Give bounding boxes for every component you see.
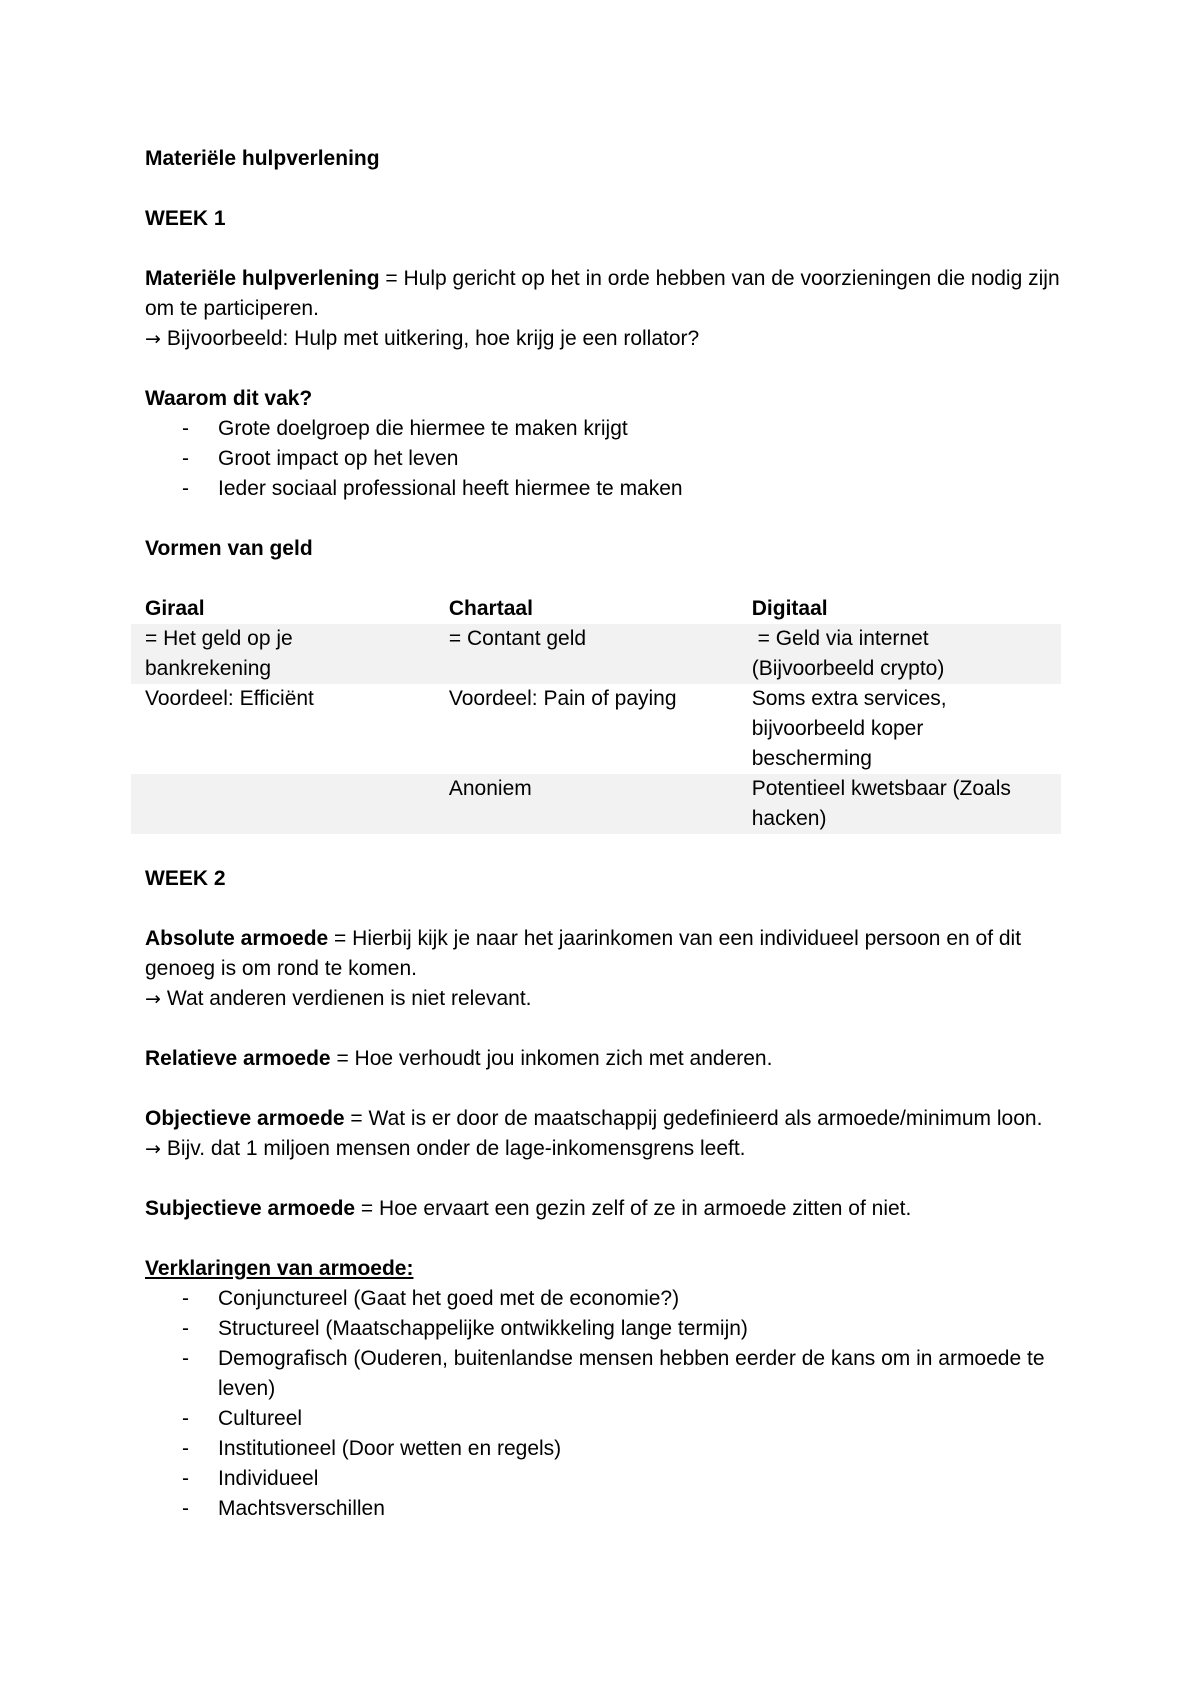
dash-bullet-icon: - bbox=[182, 477, 189, 500]
arrow-right-icon: → bbox=[145, 328, 161, 350]
table-cell: = Geld via internet (Bijvoorbeeld crypto) bbox=[738, 624, 1061, 684]
dash-bullet-icon: - bbox=[182, 1437, 189, 1460]
objective-note-line: → Bijv. dat 1 miljoen mensen onder de lage-inkomensgrens leeft. bbox=[145, 1137, 746, 1160]
dash-bullet-icon: - bbox=[182, 1497, 189, 1520]
list-item: - Grote doelgroep die hiermee te maken krijgt bbox=[145, 414, 1060, 444]
objective-term: Objectieve armoede bbox=[145, 1107, 345, 1130]
table-header-row bbox=[131, 594, 1061, 624]
dash-bullet-icon: - bbox=[182, 1347, 189, 1370]
explanations-list bbox=[145, 1284, 1060, 1524]
dash-bullet-icon: - bbox=[182, 1407, 189, 1430]
week1-heading: WEEK 1 bbox=[145, 207, 226, 230]
relative-term: Relatieve armoede bbox=[145, 1047, 331, 1070]
table-cell: = Contant geld bbox=[435, 624, 738, 684]
dash-bullet-icon: - bbox=[182, 447, 189, 470]
table-cell: Voordeel: Efficiënt bbox=[145, 687, 314, 710]
table-header-cell: Digitaal bbox=[751, 597, 828, 620]
list-item: - Machtsverschillen bbox=[145, 1494, 1060, 1524]
list-item: - Groot impact op het leven bbox=[145, 444, 1060, 474]
table-cell: Anoniem bbox=[435, 774, 738, 834]
table-header-cell: Giraal bbox=[145, 597, 205, 620]
list-item: - Conjunctureel (Gaat het goed met de economie?) bbox=[145, 1284, 1060, 1314]
forms-heading: Vormen van geld bbox=[145, 537, 313, 560]
table-cell: Soms extra services, bijvoorbeeld koper bescherming bbox=[751, 687, 947, 770]
document-page bbox=[145, 144, 1060, 1524]
list-item: - Demografisch (Ouderen, buitenlandse mensen hebben eerder de kans om in armoede te leven) bbox=[145, 1344, 1060, 1404]
list-item: - Institutioneel (Door wetten en regels) bbox=[145, 1434, 1060, 1464]
absolute-note-line: → Wat anderen verdienen is niet relevant. bbox=[145, 987, 532, 1010]
dash-bullet-icon: - bbox=[182, 1317, 189, 1340]
document-title: Materiële hulpverlening bbox=[145, 147, 380, 170]
why-list bbox=[145, 414, 1060, 504]
money-forms-table bbox=[131, 594, 1061, 834]
relative-paragraph: Relatieve armoede = Hoe verhoudt jou inkomen zich met anderen. bbox=[145, 1047, 773, 1070]
example-text: Bijvoorbeeld: Hulp met uitkering, hoe krijg je een rollator? bbox=[166, 327, 700, 350]
example-line bbox=[145, 324, 1060, 354]
why-heading: Waarom dit vak? bbox=[145, 387, 313, 410]
definition-paragraph bbox=[145, 264, 1060, 324]
table-cell: Voordeel: Pain of paying bbox=[448, 687, 677, 710]
subjective-term: Subjectieve armoede bbox=[145, 1197, 356, 1220]
table-row bbox=[131, 774, 1061, 834]
dash-bullet-icon: - bbox=[182, 1287, 189, 1310]
list-item: - Individueel bbox=[145, 1464, 1060, 1494]
absolute-paragraph: Absolute armoede = Hierbij kijk je naar het jaarinkomen van een individueel persoon en of dit genoeg is om rond te komen. bbox=[145, 927, 1022, 980]
absolute-term: Absolute armoede bbox=[145, 927, 329, 950]
table-cell: Potentieel kwetsbaar (Zoals hacken) bbox=[738, 774, 1061, 834]
objective-paragraph: Objectieve armoede = Wat is er door de maatschappij gedefinieerd als armoede/minimum loon. bbox=[145, 1107, 1043, 1130]
table-cell: = Het geld op je bankrekening bbox=[131, 624, 435, 684]
list-item: - Cultureel bbox=[145, 1404, 1060, 1434]
arrow-right-icon: → bbox=[145, 1138, 161, 1160]
dash-bullet-icon: - bbox=[182, 1467, 189, 1490]
table-row bbox=[131, 624, 1061, 684]
arrow-right-icon: → bbox=[145, 988, 161, 1010]
dash-bullet-icon: - bbox=[182, 417, 189, 440]
table-cell bbox=[131, 774, 435, 834]
list-item: - Ieder sociaal professional heeft hiermee te maken bbox=[145, 474, 1060, 504]
table-header-cell: Chartaal bbox=[448, 597, 533, 620]
table-row bbox=[131, 684, 1061, 774]
subjective-paragraph: Subjectieve armoede = Hoe ervaart een gezin zelf of ze in armoede zitten of niet. bbox=[145, 1197, 912, 1220]
list-item: - Structureel (Maatschappelijke ontwikkeling lange termijn) bbox=[145, 1314, 1060, 1344]
definition-text: = Hulp gericht op het in orde hebben van de voorzieningen die nodig zijn om te participeren. bbox=[145, 267, 1060, 320]
explanations-heading: Verklaringen van armoede: bbox=[145, 1257, 414, 1280]
definition-term: Materiële hulpverlening bbox=[145, 267, 380, 290]
week2-heading: WEEK 2 bbox=[145, 867, 226, 890]
